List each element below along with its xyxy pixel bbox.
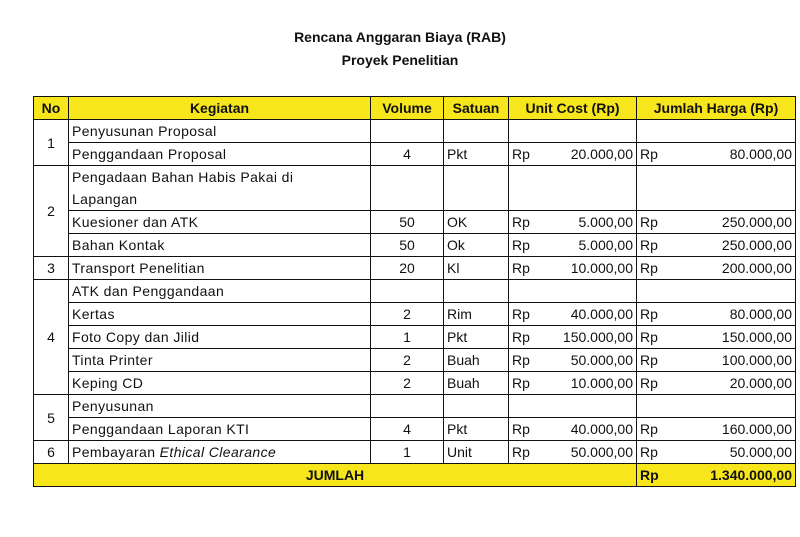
volume-cell: 2	[371, 349, 444, 372]
volume-cell	[371, 395, 444, 418]
table-row	[34, 349, 796, 372]
jumlah-value: 80.000,00	[729, 146, 792, 162]
unit-cost-value: 40.000,00	[570, 421, 633, 438]
row-number: 1	[34, 120, 69, 166]
header-jumlah: Jumlah Harga (Rp)	[637, 97, 796, 120]
jumlah-value: 250.000,00	[721, 214, 792, 231]
kegiatan-cell: Kuesioner dan ATK	[69, 211, 371, 234]
unit-cost-value: 40.000,00	[570, 306, 633, 323]
jumlah-value: 250.000,00	[721, 237, 792, 254]
satuan-cell: Pkt	[444, 143, 509, 166]
unit-cost-cell	[509, 349, 637, 372]
currency-label: Rp	[512, 444, 530, 461]
total-value: 1.340.000,00	[710, 467, 792, 484]
unit-cost-cell	[509, 303, 637, 326]
kegiatan-cell: Transport Penelitian	[69, 257, 371, 280]
header-volume: Volume	[371, 97, 444, 120]
currency-label: Rp	[512, 237, 530, 254]
jumlah-value: 160.000,00	[721, 421, 792, 438]
jumlah-cell	[637, 395, 796, 418]
jumlah-cell	[637, 441, 796, 464]
volume-cell: 50	[371, 211, 444, 234]
document-header	[0, 26, 800, 72]
jumlah-value: 80.000,00	[729, 306, 792, 323]
header-no: No	[34, 97, 69, 120]
kegiatan-text: Pembayaran	[72, 444, 160, 461]
currency-label: Rp	[640, 329, 658, 346]
unit-cost-cell	[509, 234, 637, 257]
kegiatan-cell: Kertas	[69, 303, 371, 326]
satuan-cell	[444, 166, 509, 211]
unit-cost-cell	[509, 280, 637, 303]
table-row	[34, 211, 796, 234]
jumlah-value: 200.000,00	[721, 260, 792, 277]
kegiatan-cell: Penggandaan Proposal	[69, 143, 371, 166]
volume-cell: 2	[371, 372, 444, 395]
total-label: JUMLAH	[34, 464, 637, 487]
satuan-cell	[444, 120, 509, 143]
currency-label: Rp	[640, 260, 658, 277]
kegiatan-cell: Lapangan	[69, 188, 371, 211]
table-row	[34, 120, 796, 143]
unit-cost-value: 50.000,00	[570, 444, 633, 461]
jumlah-cell	[637, 166, 796, 211]
unit-cost-value: 5.000,00	[578, 237, 633, 254]
table-row	[34, 234, 796, 257]
table-row	[34, 303, 796, 326]
budget-table	[33, 96, 796, 487]
satuan-cell: Unit	[444, 441, 509, 464]
currency-label: Rp	[512, 329, 530, 346]
jumlah-cell	[637, 349, 796, 372]
unit-cost-cell	[509, 166, 637, 211]
total-cell	[637, 464, 796, 487]
header-satuan: Satuan	[444, 97, 509, 120]
currency-label: Rp	[512, 421, 530, 438]
unit-cost-cell	[509, 418, 637, 441]
currency-label: Rp	[640, 214, 658, 231]
kegiatan-cell: Penyusunan Proposal	[69, 120, 371, 143]
currency-label: Rp	[512, 214, 530, 231]
jumlah-value: 100.000,00	[721, 352, 792, 369]
jumlah-cell	[637, 143, 796, 166]
unit-cost-cell	[509, 257, 637, 280]
row-number: 5	[34, 395, 69, 441]
table-row	[34, 257, 796, 280]
volume-cell: 4	[371, 418, 444, 441]
kegiatan-cell: Foto Copy dan Jilid	[69, 326, 371, 349]
jumlah-value: 20.000,00	[729, 375, 792, 392]
table-row	[34, 280, 796, 303]
unit-cost-cell	[509, 441, 637, 464]
satuan-cell: Buah	[444, 372, 509, 395]
kegiatan-cell: Keping CD	[69, 372, 371, 395]
kegiatan-cell: Tinta Printer	[69, 349, 371, 372]
kegiatan-cell: Bahan Kontak	[69, 234, 371, 257]
jumlah-cell	[637, 257, 796, 280]
volume-cell: 1	[371, 441, 444, 464]
unit-cost-value: 20.000,00	[570, 146, 633, 162]
satuan-cell: Ok	[444, 234, 509, 257]
jumlah-cell	[637, 326, 796, 349]
volume-cell: 4	[371, 143, 444, 166]
jumlah-value: 50.000,00	[729, 444, 792, 461]
volume-cell: 2	[371, 303, 444, 326]
satuan-cell: Buah	[444, 349, 509, 372]
table-row	[34, 326, 796, 349]
kegiatan-cell: Penggandaan Laporan KTI	[69, 418, 371, 441]
table-row	[34, 418, 796, 441]
kegiatan-cell: ATK dan Penggandaan	[69, 280, 371, 303]
header-unit-cost: Unit Cost (Rp)	[509, 97, 637, 120]
unit-cost-cell	[509, 211, 637, 234]
row-number: 4	[34, 280, 69, 395]
table-row	[34, 143, 796, 166]
currency-label: Rp	[512, 375, 530, 392]
row-number: 3	[34, 257, 69, 280]
table-row	[34, 441, 796, 464]
unit-cost-value: 10.000,00	[570, 375, 633, 392]
currency-label: Rp	[512, 306, 530, 323]
currency-label: Rp	[640, 421, 658, 438]
currency-label: Rp	[640, 467, 659, 484]
kegiatan-italic-text: Ethical Clearance	[159, 444, 277, 461]
currency-label: Rp	[512, 260, 530, 277]
jumlah-cell	[637, 234, 796, 257]
satuan-cell: Kl	[444, 257, 509, 280]
satuan-cell	[444, 395, 509, 418]
document-subtitle: Proyek Penelitian	[341, 52, 459, 68]
satuan-cell: Rim	[444, 303, 509, 326]
volume-cell: 1	[371, 326, 444, 349]
unit-cost-value: 50.000,00	[570, 352, 633, 369]
unit-cost-cell	[509, 120, 637, 143]
currency-label: Rp	[512, 146, 530, 162]
volume-cell	[371, 120, 444, 143]
unit-cost-cell	[509, 372, 637, 395]
kegiatan-cell: Pengadaan Bahan Habis Pakai di	[69, 166, 371, 189]
jumlah-cell	[637, 120, 796, 143]
kegiatan-cell	[69, 441, 371, 464]
unit-cost-value: 10.000,00	[570, 260, 633, 277]
unit-cost-value: 5.000,00	[578, 214, 633, 231]
currency-label: Rp	[640, 146, 658, 162]
total-row	[34, 464, 796, 487]
table-row	[34, 372, 796, 395]
unit-cost-value: 150.000,00	[562, 329, 633, 346]
table-row	[34, 395, 796, 418]
satuan-cell: Pkt	[444, 326, 509, 349]
row-number: 6	[34, 441, 69, 464]
jumlah-value: 150.000,00	[721, 329, 792, 346]
currency-label: Rp	[512, 352, 530, 369]
unit-cost-cell	[509, 143, 637, 166]
document-title: Rencana Anggaran Biaya (RAB)	[294, 29, 506, 45]
jumlah-cell	[637, 211, 796, 234]
jumlah-cell	[637, 303, 796, 326]
table-row	[34, 166, 796, 189]
volume-cell	[371, 280, 444, 303]
table-header-row	[34, 97, 796, 120]
jumlah-cell	[637, 418, 796, 441]
satuan-cell	[444, 280, 509, 303]
jumlah-cell	[637, 372, 796, 395]
unit-cost-cell	[509, 395, 637, 418]
jumlah-cell	[637, 280, 796, 303]
satuan-cell: OK	[444, 211, 509, 234]
currency-label: Rp	[640, 237, 658, 254]
satuan-cell: Pkt	[444, 418, 509, 441]
currency-label: Rp	[640, 306, 658, 323]
kegiatan-cell: Penyusunan	[69, 395, 371, 418]
currency-label: Rp	[640, 352, 658, 369]
currency-label: Rp	[640, 444, 658, 461]
unit-cost-cell	[509, 326, 637, 349]
volume-cell	[371, 166, 444, 211]
header-kegiatan: Kegiatan	[69, 97, 371, 120]
volume-cell: 50	[371, 234, 444, 257]
row-number: 2	[34, 166, 69, 257]
currency-label: Rp	[640, 375, 658, 392]
volume-cell: 20	[371, 257, 444, 280]
